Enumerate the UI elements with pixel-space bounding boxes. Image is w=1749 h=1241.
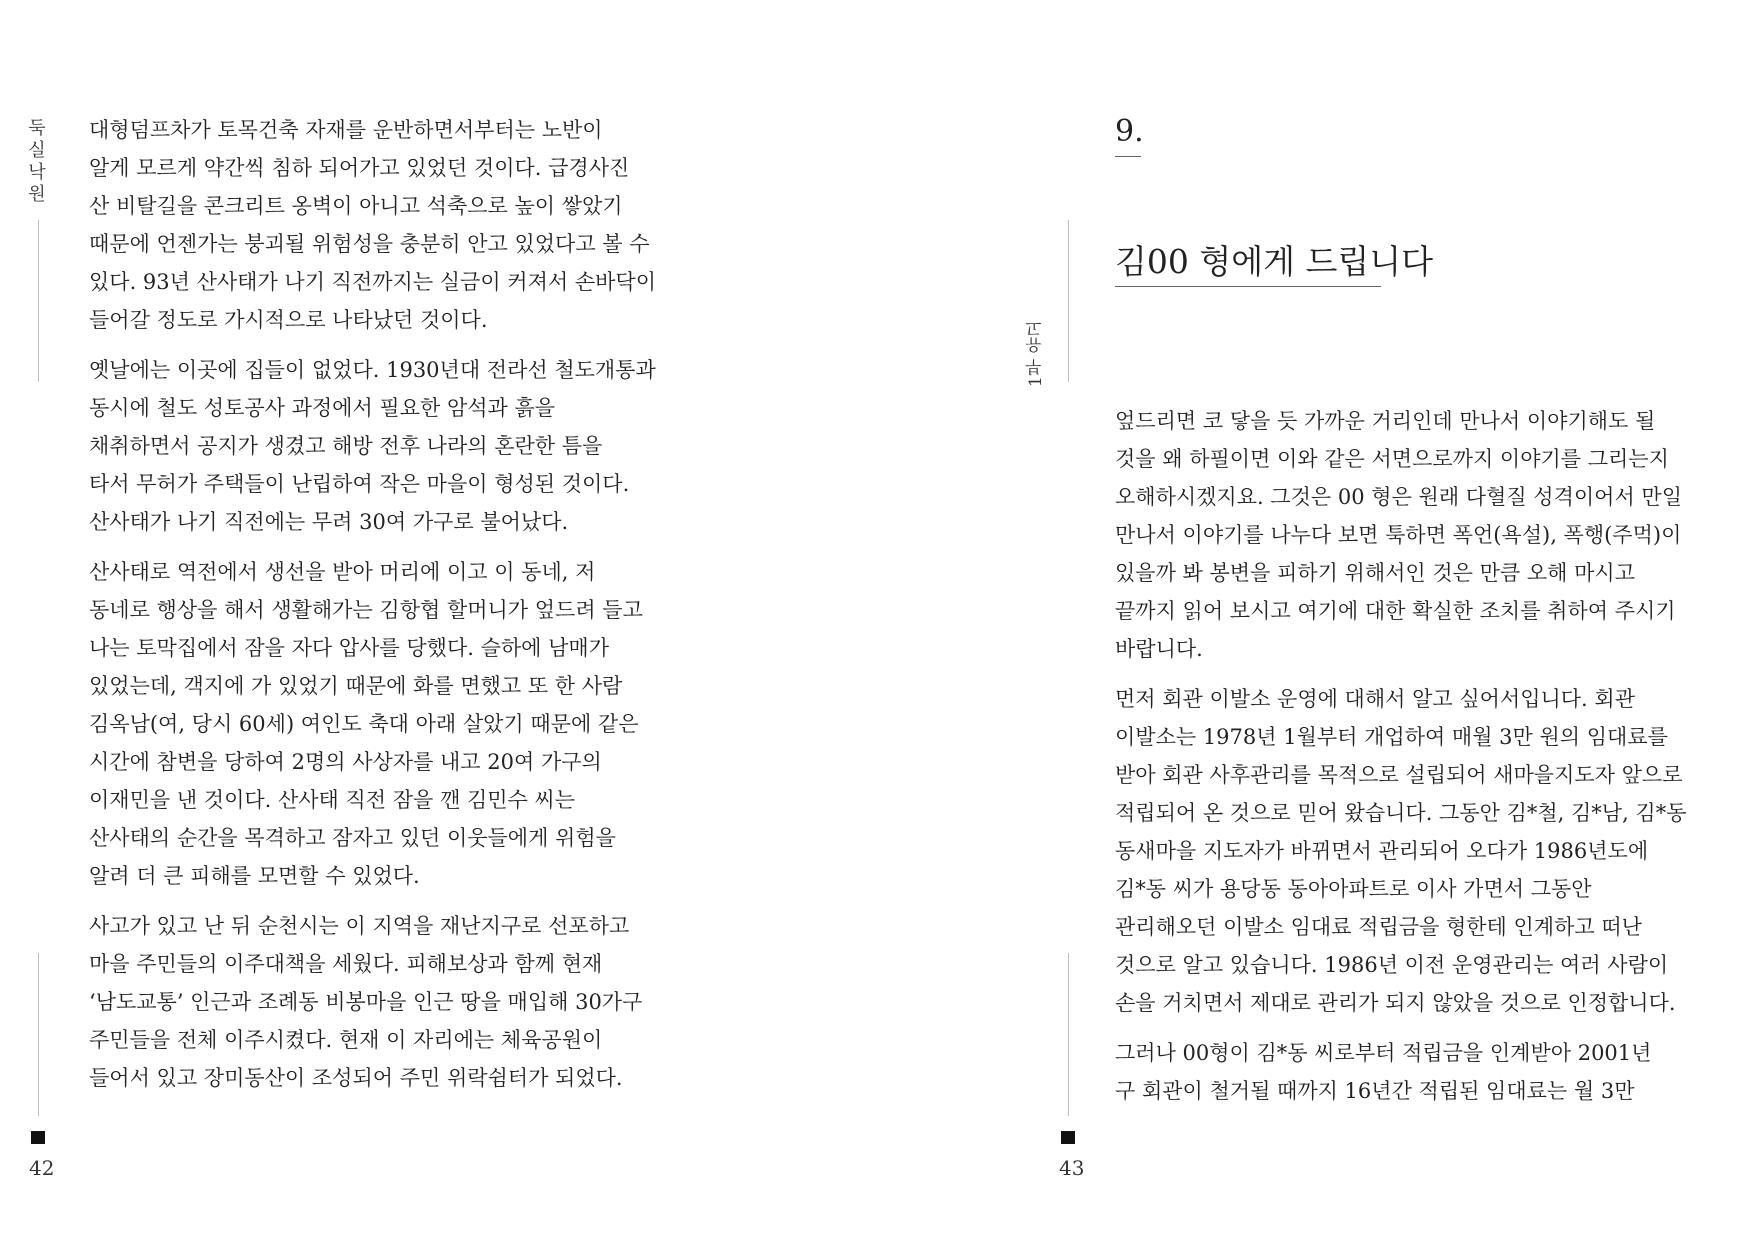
text-line: 옛날에는 이곳에 집들이 없었다. 1930년대 전라선 철도개통과 [89,358,656,382]
text-line: 것으로 알고 있습니다. 1986년 이전 운영관리는 여러 사람이 [1115,953,1669,977]
text-line: 채취하면서 공지가 생겼고 해방 전후 나라의 혼란한 틈을 [89,434,603,458]
paragraph [89,907,649,1097]
text-line: 동시에 철도 성토공사 과정에서 필요한 암석과 흙을 [89,396,556,420]
text-line: 알게 모르게 약간씩 침하 되어가고 있었던 것이다. 급경사진 [89,156,630,180]
right-page [875,0,1749,1241]
paragraph [1115,402,1695,668]
text-line: 주민들을 전체 이주시켰다. 현재 이 자리에는 체육공원이 [89,1028,603,1052]
paragraph [1115,1034,1695,1110]
section-title: 김00 형에게 드립니다 [1115,242,1433,281]
text-line: 손을 거치면서 제대로 관리가 되지 않았을 것으로 인정합니다. [1115,991,1676,1015]
text-line: 적립되어 온 것으로 믿어 왔습니다. 그동안 김*철, 김*남, 김*동 [1115,801,1687,825]
text-line: 이재민을 낸 것이다. 산사태 직전 잠을 깬 김민수 씨는 [89,788,576,812]
running-title [26,118,48,206]
running-title-char: 원 [28,184,46,205]
margin-rule-top [1068,220,1069,382]
text-line: 때문에 언젠가는 붕괴될 위험성을 충분히 안고 있었다고 볼 수 [89,232,650,256]
page-number: 42 [29,1156,55,1180]
text-line: 구 회관이 철거될 때까지 16년간 적립된 임대료는 월 3만 [1115,1079,1635,1103]
text-line: 엎드리면 코 닿을 듯 가까운 거리인데 만나서 이야기해도 될 [1115,409,1656,433]
text-line: 김*동 씨가 용당동 동아아파트로 이사 가면서 그동안 [1115,877,1592,901]
text-line: 그러나 00형이 김*동 씨로부터 적립금을 인계받아 2001년 [1115,1041,1652,1065]
text-line: 김옥남(여, 당시 60세) 여인도 축대 아래 살았기 때문에 같은 [89,712,639,736]
text-line: 바랍니다. [1115,637,1203,661]
text-line: ‘남도교통’ 인근과 조례동 비봉마을 인근 땅을 매입해 30가구 [89,990,643,1014]
text-line: 있다. 93년 산사태가 나기 직전까지는 실금이 커져서 손바닥이 [89,270,656,294]
text-line: 들어서 있고 장미동산이 조성되어 주민 위락쉼터가 되었다. [89,1066,623,1090]
text-line: 오해하시겠지요. 그것은 00 형은 원래 다혈질 성격이어서 만일 [1115,485,1682,509]
text-line: 산사태의 순간을 목격하고 잠자고 있던 이웃들에게 위험을 [89,826,616,850]
section-number: 9. [1115,114,1144,149]
text-line: 산사태로 역전에서 생선을 받아 머리에 이고 이 동네, 저 [89,560,596,584]
text-line: 타서 무허가 주택들이 난립하여 작은 마을이 형성된 것이다. [89,472,630,496]
text-line: 알려 더 큰 피해를 모면할 수 있었다. [89,864,420,888]
section-number-underline [1115,156,1141,157]
running-title-char: 실 [28,140,46,161]
body-text [89,111,656,1109]
chapter-label: 1부 유고 [1026,319,1046,387]
text-line: 동네로 행상을 해서 생활해가는 김항협 할머니가 엎드려 들고 [89,598,643,622]
text-line: 있었는데, 객지에 가 있었기 때문에 화를 면했고 또 한 사람 [89,674,623,698]
paragraph [89,111,656,339]
page-marker [1061,1131,1075,1144]
text-line: 들어갈 정도로 가시적으로 나타났던 것이다. [89,308,488,332]
running-title-char: 낙 [28,162,46,183]
text-line: 관리해오던 이발소 임대료 적립금을 형한테 인계하고 떠난 [1115,915,1642,939]
margin-rule-bottom [38,953,39,1116]
text-line: 사고가 있고 난 뒤 순천시는 이 지역을 재난지구로 선포하고 [89,914,630,938]
text-line: 산사태가 나기 직전에는 무려 30여 가구로 불어났다. [89,510,569,534]
text-line: 받아 회관 사후관리를 목적으로 설립되어 새마을지도자 앞으로 [1115,763,1683,787]
paragraph [89,553,649,895]
text-line: 마을 주민들의 이주대책을 세웠다. 피해보상과 함께 현재 [89,952,603,976]
text-line: 산 비탈길을 콘크리트 옹벽이 아니고 석축으로 높이 쌓았기 [89,194,623,218]
body-text [1115,402,1695,1122]
paragraph [89,351,656,541]
text-line: 있을까 봐 봉변을 피하기 위해서인 것은 만큼 오해 마시고 [1115,561,1635,585]
text-line: 동새마을 지도자가 바뀌면서 관리되어 오다가 1986년도에 [1115,839,1649,863]
section-title-underline [1115,286,1381,287]
text-line: 대형덤프차가 토목건축 자재를 운반하면서부터는 노반이 [89,118,603,142]
text-line: 것을 왜 하필이면 이와 같은 서면으로까지 이야기를 그리는지 [1115,447,1669,471]
text-line: 이발소는 1978년 1월부터 개업하여 매월 3만 원의 임대료를 [1115,725,1668,749]
text-line: 끝까지 읽어 보시고 여기에 대한 확실한 조치를 취하여 주시기 [1115,599,1676,623]
page-marker [31,1131,45,1144]
paragraph [1115,680,1695,1022]
text-line: 시간에 참변을 당하여 2명의 사상자를 내고 20여 가구의 [89,750,602,774]
margin-rule-top [38,220,39,382]
margin-rule-bottom [1068,953,1069,1116]
text-line: 만나서 이야기를 나누다 보면 툭하면 폭언(욕설), 폭행(주먹)이 [1115,523,1682,547]
running-title-char: 둑 [28,118,46,139]
text-line: 나는 토막집에서 잠을 자다 압사를 당했다. 슬하에 남매가 [89,636,609,660]
page-number: 43 [1059,1156,1085,1180]
text-line: 먼저 회관 이발소 운영에 대해서 알고 싶어서입니다. 회관 [1115,687,1635,711]
